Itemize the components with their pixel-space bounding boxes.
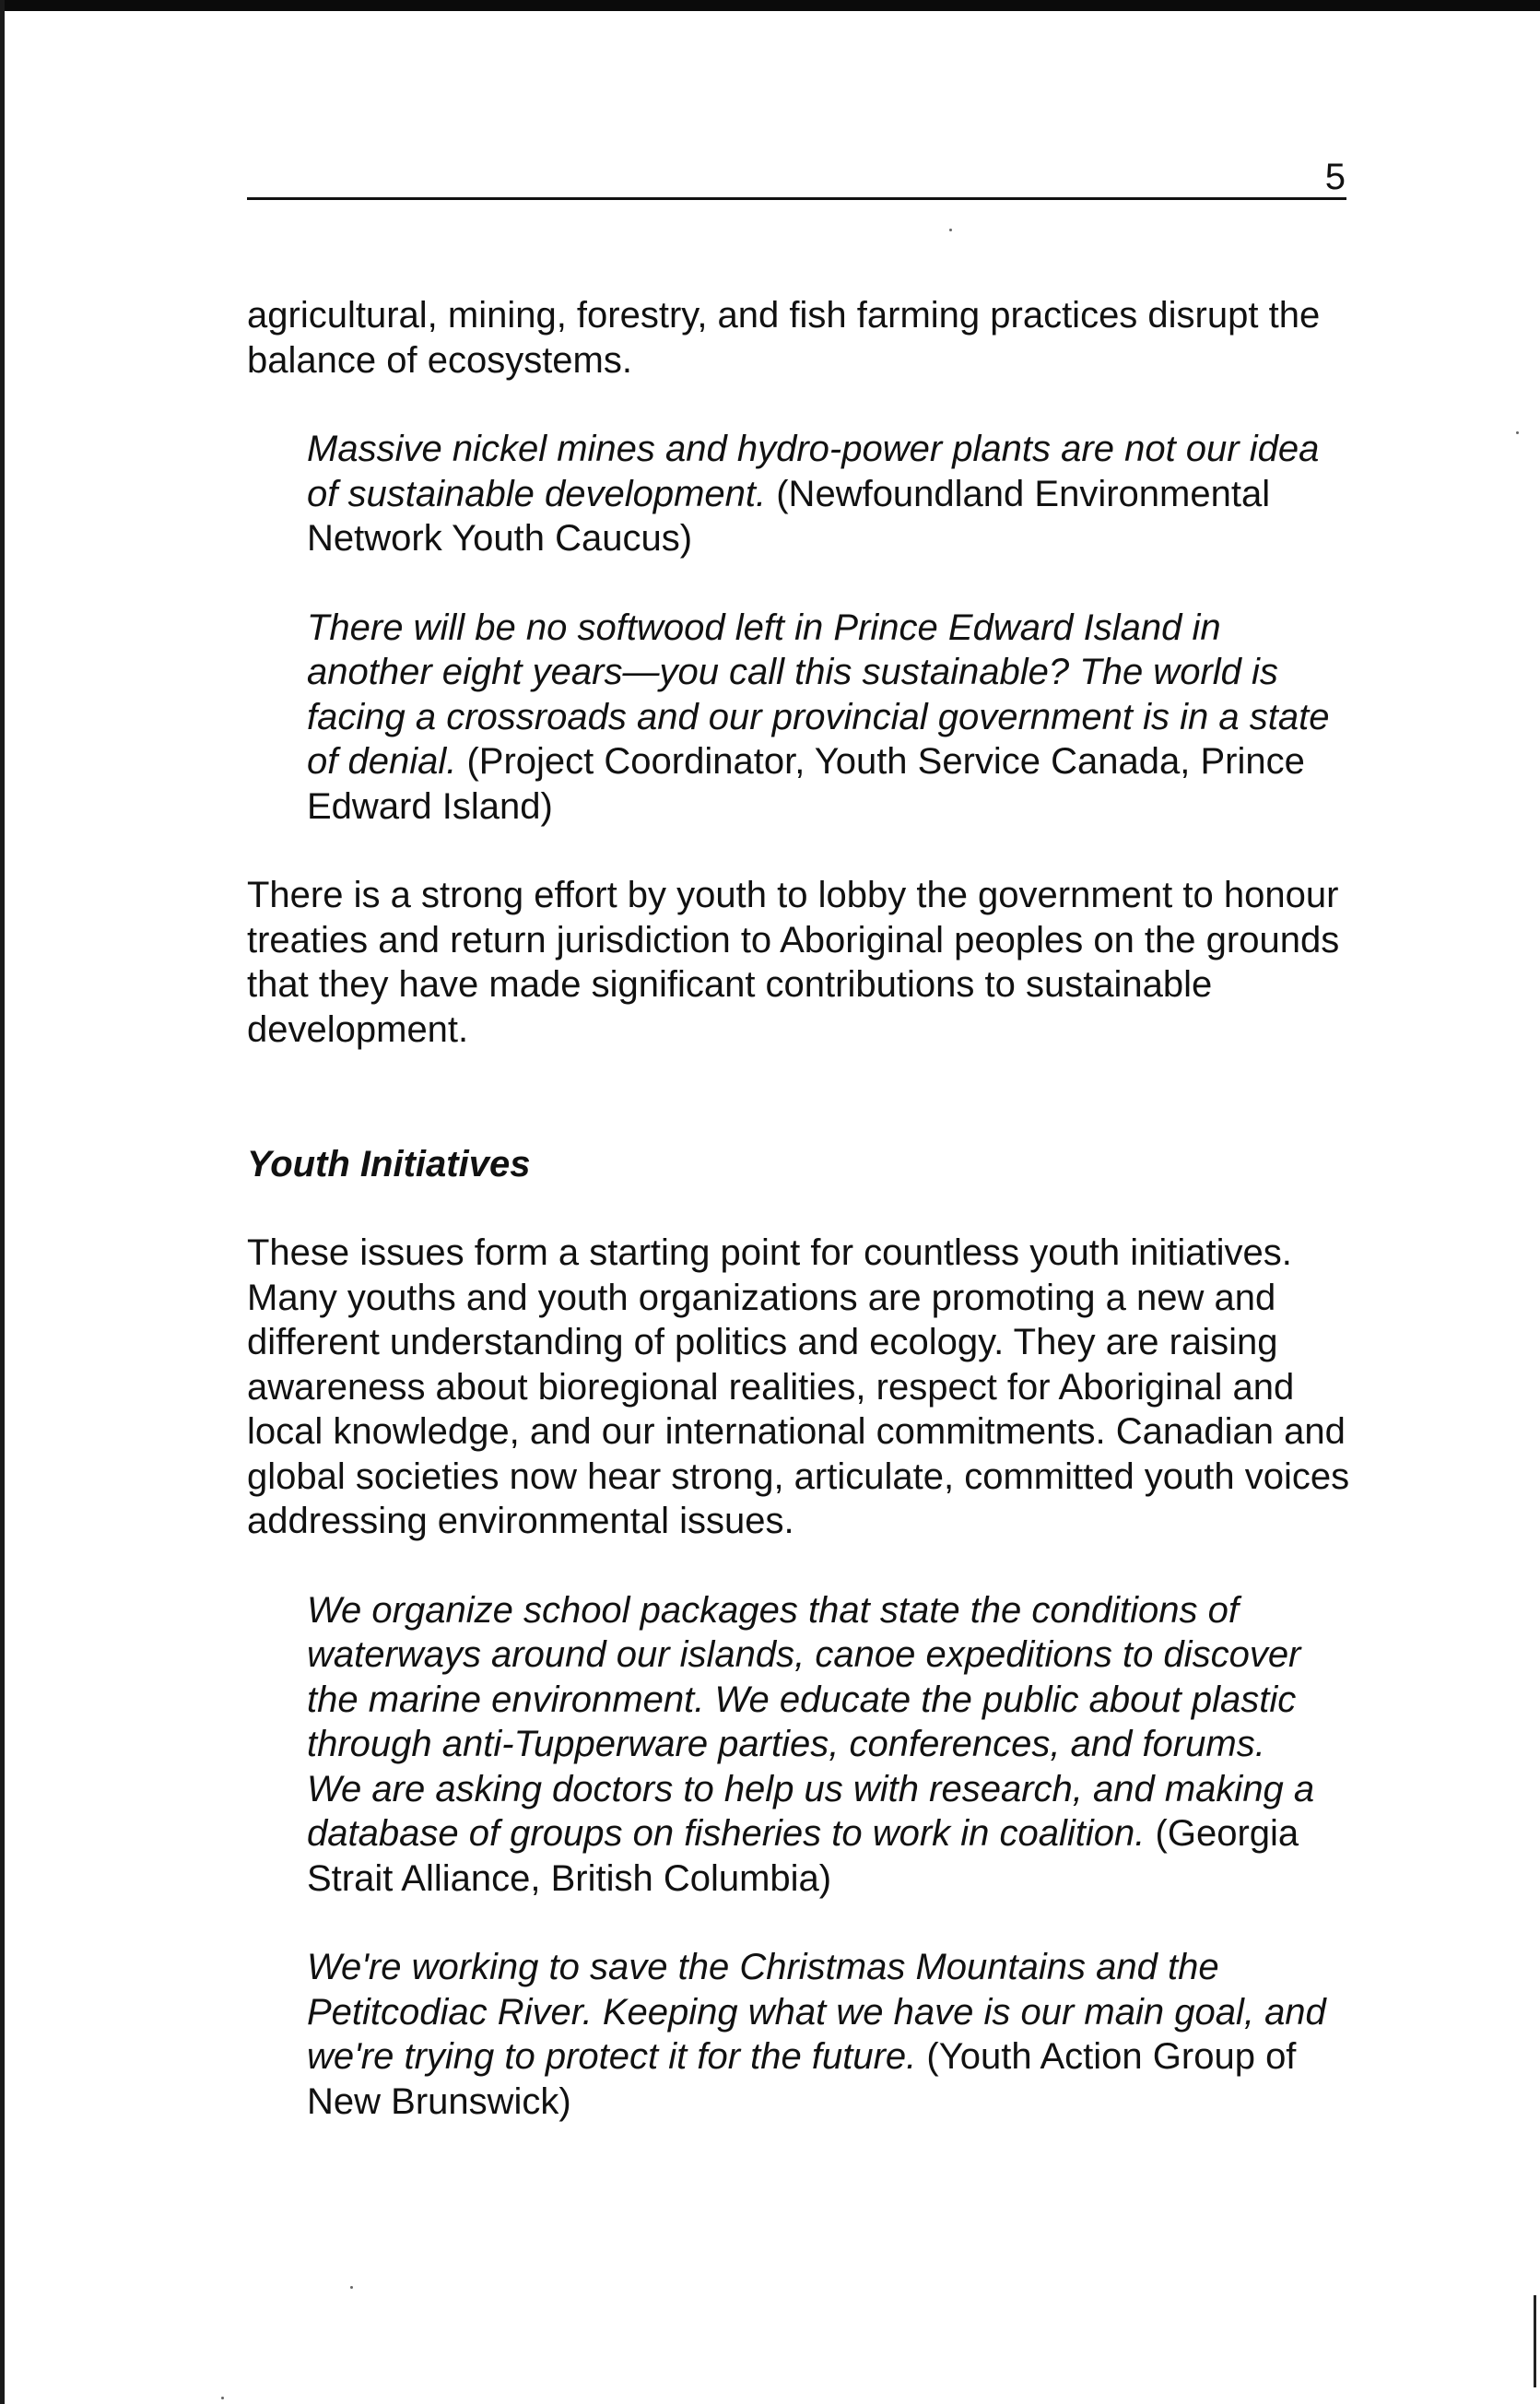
quote-source: (Newfoundland Environmental Network Youth Caucus) (307, 473, 1271, 559)
quote-new-brunswick (247, 1945, 1330, 2124)
scan-border-left (0, 0, 5, 2404)
quote-text: We're working to save the Christmas Mountains and the Petitcodiac River. Keeping what we have is our main goal, and we're trying to protect it for the future. (307, 1947, 1326, 2077)
quote-newfoundland (247, 427, 1330, 561)
quote-source: (Georgia Strait Alliance, British Columbia) (307, 1813, 1299, 1899)
quote-text: There will be no softwood left in Prince Edward Island in another eight years—you call this sustainable? The world is facing a crossroads and our provincial government is in a state of denial. (307, 607, 1330, 782)
scan-speck (221, 2397, 224, 2399)
page-number: 5 (1324, 157, 1346, 197)
quote-georgia-strait (247, 1588, 1330, 1902)
paragraph-youth-initiatives: These issues form a starting point for countless youth initiatives. Many youths and youth organizations are promoting a new and different understanding of politics and ecology. They are raising awareness about bioregional realities, respect for Aboriginal and local knowledge, and our international commitments. Canadian and global societies now hear strong, articulate, committed youth voices addressing environmental issues. (247, 1232, 1350, 1541)
paragraph-ecosystems: agricultural, mining, forestry, and fish farming practices disrupt the balance of ecosystems. (247, 295, 1321, 381)
scan-speck (1516, 431, 1519, 434)
quote-text: Massive nickel mines and hydro-power plants are not our idea of sustainable development. (307, 429, 1320, 514)
header-rule (247, 197, 1346, 200)
quote-source: (Youth Action Group of New Brunswick) (307, 2036, 1297, 2122)
scan-border-top (0, 0, 1540, 11)
quote-text: We organize school packages that state the conditions of waterways around our islands, canoe expeditions to discover the marine environment. We educate the public about plastic through anti-Tupperware parties, conferences, and forums. We are asking doctors to help us with research, and making a database of groups on fisheries to work in coalition. (307, 1589, 1315, 1854)
paragraph-treaties: There is a strong effort by youth to lobby the government to honour treaties and return jurisdiction to Aboriginal peoples on the grounds that they have made significant contributions to sustainable development. (247, 875, 1340, 1050)
section-heading: Youth Initiatives (247, 1144, 531, 1184)
scan-speck (350, 2286, 353, 2289)
scan-speck (949, 229, 952, 231)
quote-pei (247, 606, 1330, 830)
page-body (247, 293, 1353, 2124)
scan-mark-right (1534, 2295, 1536, 2387)
quote-source: (Project Coordinator, Youth Service Canada, Prince Edward Island) (307, 741, 1305, 827)
